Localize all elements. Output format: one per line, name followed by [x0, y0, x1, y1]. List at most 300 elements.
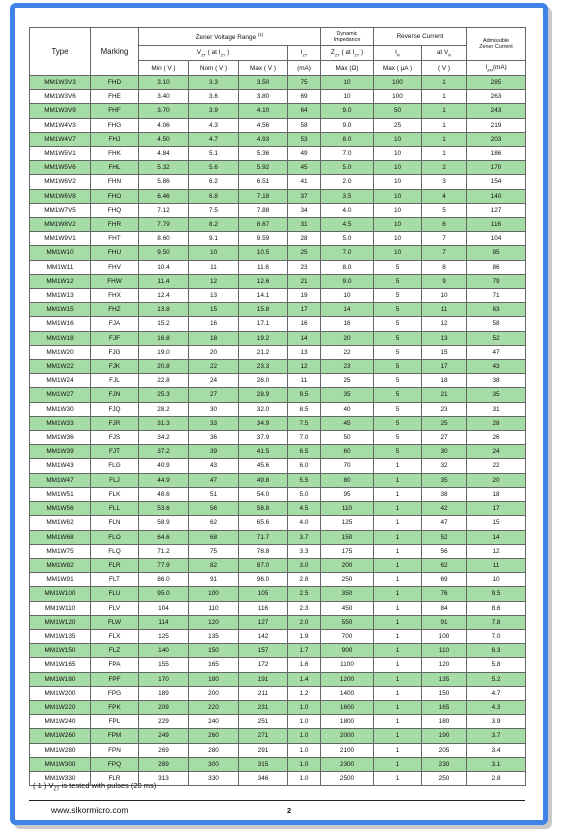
footer-rule	[29, 800, 525, 801]
cell-marking: FPK	[91, 700, 139, 714]
cell-zzt: 23	[321, 360, 374, 374]
cell-vr: 52	[422, 530, 467, 544]
cell-vr: 8	[422, 260, 467, 274]
table-row	[30, 615, 526, 629]
cell-vz-min: 77.9	[139, 558, 189, 572]
cell-vr: 165	[422, 700, 467, 714]
table-row	[30, 303, 526, 317]
cell-vz-nom: 5.6	[189, 161, 239, 175]
cell-vz-min: 3.40	[139, 90, 189, 104]
cell-marking: FLO	[91, 530, 139, 544]
table-row	[30, 686, 526, 700]
cell-vz-min: 40.9	[139, 459, 189, 473]
at-vr-header: at $V_R$	[422, 46, 467, 61]
cell-marking: FJG	[91, 345, 139, 359]
cell-vz-nom: 120	[189, 615, 239, 629]
cell-vz-min: 31.3	[139, 416, 189, 430]
cell-vz-min: 125	[139, 629, 189, 643]
cell-zzt: 70	[321, 459, 374, 473]
table-row	[30, 402, 526, 416]
cell-ir: 5	[374, 260, 422, 274]
cell-vz-max: 9.59	[239, 232, 288, 246]
cell-vr: 110	[422, 644, 467, 658]
cell-vz-min: 8.60	[139, 232, 189, 246]
cell-vz-min: 140	[139, 644, 189, 658]
cell-vr: 76	[422, 587, 467, 601]
cell-ir: 5	[374, 317, 422, 331]
cell-ir: 1	[374, 629, 422, 643]
cell-izm: 14	[467, 530, 526, 544]
cell-type: MM1W260	[30, 729, 91, 743]
cell-zzt: 2100	[321, 743, 374, 757]
cell-marking: FPA	[91, 658, 139, 672]
v-unit-header: ( V )	[422, 61, 467, 76]
cell-izt: 1.4	[288, 672, 321, 686]
zzt-header: $Z_{ZT}$ ( at $I_{ZT}$ )	[321, 46, 374, 61]
cell-zzt: 2500	[321, 771, 374, 785]
cell-vz-nom: 135	[189, 629, 239, 643]
cell-zzt: 1800	[321, 715, 374, 729]
cell-type: MM1W39	[30, 445, 91, 459]
col-marking-header: Marking	[91, 28, 139, 76]
cell-vz-nom: 220	[189, 700, 239, 714]
ma-header: (mA)	[288, 61, 321, 76]
table-row	[30, 360, 526, 374]
cell-vz-nom: 180	[189, 672, 239, 686]
cell-ir: 5	[374, 374, 422, 388]
cell-vz-max: 19.2	[239, 331, 288, 345]
cell-vz-min: 4.06	[139, 118, 189, 132]
table-row	[30, 388, 526, 402]
cell-izt: 9.5	[288, 388, 321, 402]
cell-marking: FHR	[91, 218, 139, 232]
cell-vr: 23	[422, 402, 467, 416]
cell-izm: 28	[467, 416, 526, 430]
cell-vz-max: 26.0	[239, 374, 288, 388]
cell-type: MM1W300	[30, 757, 91, 771]
cell-type: MM1W82	[30, 558, 91, 572]
cell-izt: 14	[288, 331, 321, 345]
table-row	[30, 76, 526, 90]
cell-izt: 11	[288, 374, 321, 388]
cell-vz-min: 19.0	[139, 345, 189, 359]
cell-vz-max: 211	[239, 686, 288, 700]
cell-vr: 69	[422, 573, 467, 587]
cell-type: MM1W13	[30, 289, 91, 303]
cell-vz-min: 7.12	[139, 203, 189, 217]
cell-vr: 4	[422, 189, 467, 203]
min-v-header: Min ( V )	[139, 61, 189, 76]
cell-izt: 3.3	[288, 544, 321, 558]
cell-vz-min: 20.8	[139, 360, 189, 374]
cell-izm: 79	[467, 274, 526, 288]
cell-vz-min: 53.6	[139, 502, 189, 516]
cell-zzt: 550	[321, 615, 374, 629]
cell-vz-nom: 12	[189, 274, 239, 288]
cell-vz-min: 28.2	[139, 402, 189, 416]
cell-izm: 7.8	[467, 615, 526, 629]
cell-vz-max: 78.8	[239, 544, 288, 558]
cell-marking: FJF	[91, 331, 139, 345]
cell-izt: 25	[288, 246, 321, 260]
table-row	[30, 218, 526, 232]
cell-vz-min: 7.79	[139, 218, 189, 232]
cell-izm: 71	[467, 289, 526, 303]
spec-table-body	[30, 76, 526, 786]
cell-vz-min: 64.6	[139, 530, 189, 544]
cell-vz-max: 3.50	[239, 76, 288, 90]
page-number: 2	[287, 806, 292, 815]
cell-ir: 10	[374, 161, 422, 175]
cell-zzt: 450	[321, 601, 374, 615]
cell-vz-max: 21.2	[239, 345, 288, 359]
cell-izt: 41	[288, 175, 321, 189]
cell-zzt: 350	[321, 587, 374, 601]
cell-marking: FJA	[91, 317, 139, 331]
cell-izm: 3.4	[467, 743, 526, 757]
cell-vr: 18	[422, 374, 467, 388]
table-row	[30, 715, 526, 729]
cell-marking: FLK	[91, 487, 139, 501]
cell-marking: FHE	[91, 90, 139, 104]
cell-zzt: 16	[321, 317, 374, 331]
cell-vz-max: 7.18	[239, 189, 288, 203]
cell-type: MM1W91	[30, 573, 91, 587]
table-row	[30, 246, 526, 260]
cell-vz-min: 10.4	[139, 260, 189, 274]
cell-vz-min: 289	[139, 757, 189, 771]
cell-vz-max: 271	[239, 729, 288, 743]
cell-vz-nom: 150	[189, 644, 239, 658]
cell-zzt: 700	[321, 629, 374, 643]
cell-vr: 2	[422, 161, 467, 175]
cell-type: MM1W11	[30, 260, 91, 274]
zener-range-header: Zener Voltage Range $^{(1)}$	[139, 28, 321, 46]
cell-izm: 8.6	[467, 601, 526, 615]
cell-vr: 27	[422, 431, 467, 445]
cell-vz-min: 3.70	[139, 104, 189, 118]
cell-vr: 6	[422, 218, 467, 232]
cell-izm: 2.8	[467, 771, 526, 785]
cell-type: MM1W9V1	[30, 232, 91, 246]
cell-type: MM1W12	[30, 274, 91, 288]
cell-vz-nom: 16	[189, 317, 239, 331]
cell-vz-nom: 280	[189, 743, 239, 757]
cell-izt: 2.0	[288, 615, 321, 629]
cell-zzt: 2300	[321, 757, 374, 771]
cell-izm: 285	[467, 76, 526, 90]
cell-izm: 263	[467, 90, 526, 104]
col-type-header: Type	[30, 28, 91, 76]
cell-vz-max: 14.1	[239, 289, 288, 303]
cell-vz-min: 170	[139, 672, 189, 686]
cell-zzt: 9.0	[321, 274, 374, 288]
cell-izt: 1.0	[288, 715, 321, 729]
cell-vr: 1	[422, 132, 467, 146]
cell-vz-min: 269	[139, 743, 189, 757]
cell-izt: 2.8	[288, 573, 321, 587]
cell-izm: 9.5	[467, 587, 526, 601]
cell-izt: 21	[288, 274, 321, 288]
cell-marking: FLR	[91, 771, 139, 785]
cell-vz-nom: 68	[189, 530, 239, 544]
cell-zzt: 2000	[321, 729, 374, 743]
cell-ir: 1	[374, 743, 422, 757]
cell-zzt: 25	[321, 374, 374, 388]
cell-ir: 1	[374, 601, 422, 615]
cell-zzt: 1200	[321, 672, 374, 686]
cell-izt: 1.0	[288, 700, 321, 714]
cell-izm: 5.8	[467, 658, 526, 672]
cell-ir: 1	[374, 729, 422, 743]
cell-vz-min: 25.3	[139, 388, 189, 402]
cell-izt: 6.0	[288, 459, 321, 473]
cell-type: MM1W5V6	[30, 161, 91, 175]
cell-ir: 100	[374, 90, 422, 104]
cell-type: MM1W110	[30, 601, 91, 615]
cell-zzt: 9.0	[321, 118, 374, 132]
cell-ir: 100	[374, 76, 422, 90]
cell-zzt: 45	[321, 416, 374, 430]
cell-type: MM1W33	[30, 416, 91, 430]
cell-type: MM1W56	[30, 502, 91, 516]
cell-marking: FLX	[91, 629, 139, 643]
table-row	[30, 175, 526, 189]
table-row	[30, 473, 526, 487]
cell-vz-min: 15.2	[139, 317, 189, 331]
cell-vz-min: 16.8	[139, 331, 189, 345]
cell-izt: 1.7	[288, 644, 321, 658]
cell-vz-nom: 75	[189, 544, 239, 558]
cell-vz-min: 22.8	[139, 374, 189, 388]
cell-izt: 12	[288, 360, 321, 374]
cell-izm: 104	[467, 232, 526, 246]
cell-marking: FLU	[91, 587, 139, 601]
cell-zzt: 9.0	[321, 104, 374, 118]
cell-vz-max: 315	[239, 757, 288, 771]
cell-vz-max: 37.9	[239, 431, 288, 445]
cell-vz-nom: 13	[189, 289, 239, 303]
cell-ir: 1	[374, 615, 422, 629]
cell-ir: 5	[374, 416, 422, 430]
cell-izm: 3.7	[467, 729, 526, 743]
cell-vz-nom: 33	[189, 416, 239, 430]
cell-vr: 42	[422, 502, 467, 516]
cell-izm: 43	[467, 360, 526, 374]
cell-ir: 1	[374, 459, 422, 473]
cell-vr: 1	[422, 76, 467, 90]
cell-type: MM1W16	[30, 317, 91, 331]
cell-vr: 120	[422, 658, 467, 672]
cell-vr: 230	[422, 757, 467, 771]
cell-vz-min: 6.46	[139, 189, 189, 203]
cell-vz-nom: 4.3	[189, 118, 239, 132]
cell-izm: 15	[467, 516, 526, 530]
cell-marking: FLV	[91, 601, 139, 615]
cell-vr: 180	[422, 715, 467, 729]
cell-vr: 150	[422, 686, 467, 700]
cell-marking: FJS	[91, 431, 139, 445]
cell-zzt: 60	[321, 445, 374, 459]
cell-vz-max: 5.92	[239, 161, 288, 175]
cell-vz-nom: 91	[189, 573, 239, 587]
cell-izt: 8.5	[288, 402, 321, 416]
cell-vz-max: 54.0	[239, 487, 288, 501]
cell-zzt: 95	[321, 487, 374, 501]
cell-marking: FLJ	[91, 473, 139, 487]
table-row	[30, 544, 526, 558]
cell-ir: 5	[374, 274, 422, 288]
cell-vz-max: 291	[239, 743, 288, 757]
cell-type: MM1W150	[30, 644, 91, 658]
cell-vz-max: 142	[239, 629, 288, 643]
cell-type: MM1W24	[30, 374, 91, 388]
cell-izm: 154	[467, 175, 526, 189]
cell-vz-nom: 22	[189, 360, 239, 374]
cell-zzt: 80	[321, 473, 374, 487]
table-row	[30, 487, 526, 501]
cell-zzt: 900	[321, 644, 374, 658]
cell-marking: FHO	[91, 189, 139, 203]
footer-website: www.slkormicro.com	[51, 805, 129, 815]
cell-izm: 86	[467, 260, 526, 274]
cell-marking: FHT	[91, 232, 139, 246]
cell-zzt: 5.0	[321, 161, 374, 175]
cell-izm: 26	[467, 431, 526, 445]
cell-ir: 1	[374, 516, 422, 530]
cell-type: MM1W18	[30, 331, 91, 345]
cell-ir: 1	[374, 771, 422, 785]
zener-spec-table	[29, 27, 526, 786]
cell-izm: 127	[467, 203, 526, 217]
cell-zzt: 150	[321, 530, 374, 544]
cell-ir: 10	[374, 203, 422, 217]
cell-izt: 49	[288, 147, 321, 161]
cell-vz-max: 23.3	[239, 360, 288, 374]
cell-vz-max: 7.88	[239, 203, 288, 217]
cell-marking: FHK	[91, 147, 139, 161]
cell-marking: FHG	[91, 118, 139, 132]
cell-ir: 10	[374, 232, 422, 246]
cell-zzt: 1600	[321, 700, 374, 714]
cell-marking: FLR	[91, 558, 139, 572]
cell-ir: 1	[374, 487, 422, 501]
cell-marking: FJT	[91, 445, 139, 459]
cell-vz-nom: 51	[189, 487, 239, 501]
cell-marking: FJR	[91, 416, 139, 430]
cell-izm: 5.2	[467, 672, 526, 686]
cell-zzt: 14	[321, 303, 374, 317]
cell-type: MM1W15	[30, 303, 91, 317]
cell-vz-min: 13.8	[139, 303, 189, 317]
cell-vr: 13	[422, 331, 467, 345]
cell-type: MM1W135	[30, 629, 91, 643]
cell-izt: 34	[288, 203, 321, 217]
cell-vz-max: 105	[239, 587, 288, 601]
cell-vr: 1	[422, 147, 467, 161]
table-row	[30, 260, 526, 274]
cell-marking: FLW	[91, 615, 139, 629]
cell-vz-nom: 300	[189, 757, 239, 771]
cell-zzt: 125	[321, 516, 374, 530]
cell-izm: 3.9	[467, 715, 526, 729]
cell-zzt: 7.0	[321, 147, 374, 161]
cell-type: MM1W165	[30, 658, 91, 672]
cell-izm: 4.3	[467, 700, 526, 714]
cell-izm: 20	[467, 473, 526, 487]
table-row	[30, 757, 526, 771]
cell-marking: FLZ	[91, 644, 139, 658]
cell-vz-max: 4.10	[239, 104, 288, 118]
cell-vz-nom: 47	[189, 473, 239, 487]
cell-vz-nom: 15	[189, 303, 239, 317]
cell-vz-min: 44.9	[139, 473, 189, 487]
cell-vz-min: 9.50	[139, 246, 189, 260]
cell-type: MM1W240	[30, 715, 91, 729]
cell-type: MM1W180	[30, 672, 91, 686]
cell-izt: 23	[288, 260, 321, 274]
izm-header: $I_{ZM}(mA)$	[467, 61, 526, 76]
max-ohm-header: Max (Ω)	[321, 61, 374, 76]
cell-izm: 4.7	[467, 686, 526, 700]
cell-izm: 24	[467, 445, 526, 459]
cell-vz-max: 172	[239, 658, 288, 672]
cell-izt: 45	[288, 161, 321, 175]
cell-vz-max: 157	[239, 644, 288, 658]
cell-ir: 1	[374, 587, 422, 601]
cell-zzt: 10	[321, 76, 374, 90]
cell-vr: 47	[422, 516, 467, 530]
cell-marking: FHZ	[91, 303, 139, 317]
cell-type: MM1W68	[30, 530, 91, 544]
table-row	[30, 289, 526, 303]
cell-ir: 1	[374, 658, 422, 672]
cell-izt: 5.0	[288, 487, 321, 501]
cell-vz-min: 229	[139, 715, 189, 729]
nom-v-header: Nom ( V )	[189, 61, 239, 76]
table-row	[30, 232, 526, 246]
cell-marking: FLG	[91, 459, 139, 473]
cell-type: MM1W330	[30, 771, 91, 785]
table-row	[30, 161, 526, 175]
cell-vz-nom: 56	[189, 502, 239, 516]
cell-type: MM1W30	[30, 402, 91, 416]
cell-marking: FHN	[91, 175, 139, 189]
cell-ir: 5	[374, 303, 422, 317]
cell-ir: 1	[374, 644, 422, 658]
cell-vz-min: 58.9	[139, 516, 189, 530]
cell-ir: 1	[374, 573, 422, 587]
cell-vz-nom: 6.8	[189, 189, 239, 203]
cell-zzt: 1400	[321, 686, 374, 700]
cell-vr: 35	[422, 473, 467, 487]
cell-izt: 7.0	[288, 431, 321, 445]
cell-ir: 10	[374, 218, 422, 232]
cell-izm: 35	[467, 388, 526, 402]
cell-vz-max: 65.6	[239, 516, 288, 530]
cell-type: MM1W7V5	[30, 203, 91, 217]
cell-vz-nom: 3.6	[189, 90, 239, 104]
cell-marking: FPL	[91, 715, 139, 729]
cell-vz-nom: 62	[189, 516, 239, 530]
cell-vr: 12	[422, 317, 467, 331]
table-row	[30, 573, 526, 587]
cell-ir: 1	[374, 757, 422, 771]
cell-izm: 203	[467, 132, 526, 146]
cell-vz-nom: 6.2	[189, 175, 239, 189]
cell-vz-min: 5.86	[139, 175, 189, 189]
cell-izt: 3.0	[288, 558, 321, 572]
